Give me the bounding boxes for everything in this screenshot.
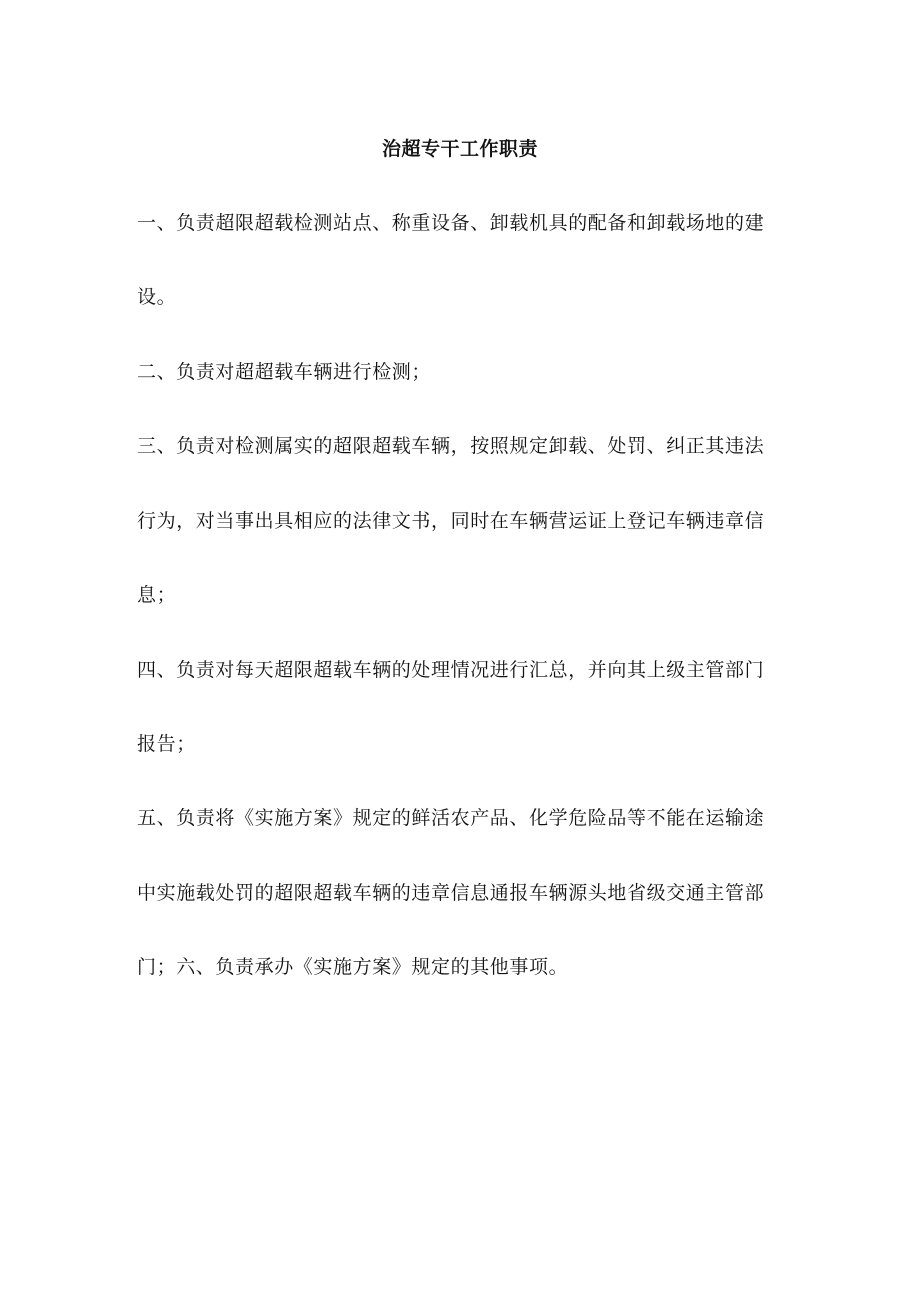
paragraph-line-1: 一、负责超限超载检测站点、称重设备、卸载机具的配备和卸载场地的建 <box>137 212 765 234</box>
paragraph-line-10: 中实施载处罚的超限超载车辆的违章信息通报车辆源头地省级交通主管部 <box>137 882 765 904</box>
paragraph-line-3: 二、负责对超超载车辆进行检测； <box>137 361 432 383</box>
paragraph-line-6: 息； <box>137 584 177 606</box>
paragraph-line-4: 三、负责对检测属实的超限超载车辆，按照规定卸载、处罚、纠正其违法 <box>137 435 765 457</box>
document-title: 治超专干工作职责 <box>381 138 538 160</box>
paragraph-line-7: 四、负责对每天超限超载车辆的处理情况进行汇总，并向其上级主管部门 <box>137 659 765 681</box>
paragraph-line-2: 设。 <box>137 286 177 308</box>
paragraph-line-5: 行为，对当事出具相应的法律文书，同时在车辆营运证上登记车辆违章信 <box>137 510 765 532</box>
paragraph-line-8: 报告； <box>137 733 196 755</box>
paragraph-line-9: 五、负责将《实施方案》规定的鲜活农产品、化学危险品等不能在运输途 <box>137 807 765 829</box>
paragraph-line-11: 门；六、负责承办《实施方案》规定的其他事项。 <box>137 956 569 978</box>
